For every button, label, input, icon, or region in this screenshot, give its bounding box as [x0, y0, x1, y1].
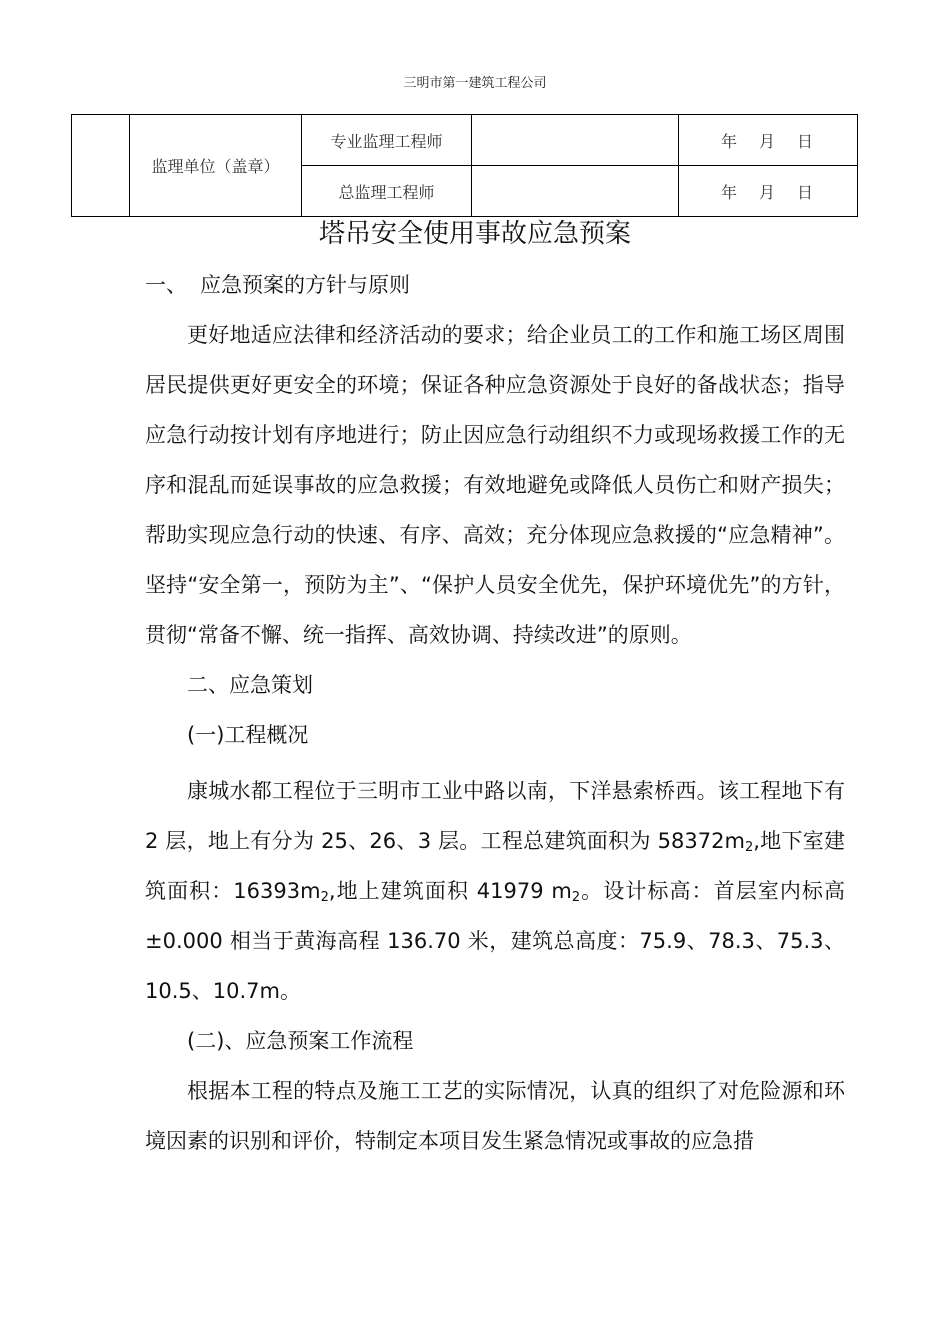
month-label: 月 [758, 131, 777, 151]
date-cell [679, 166, 858, 217]
day-label: 日 [797, 131, 816, 151]
role-label: 总监理工程师 [302, 166, 472, 217]
paragraph-principles: 更好地适应法律和经济活动的要求；给企业员工的工作和施工场区周围居民提供更好更安全的环境；保证各种应急资源处于良好的备战状态；指导应急行动按计划有序地进行；防止因应急行动组织不力或现场救援工作的无序和混乱而延误事故的应急救援；有效地避免或降低人员伤亡和财产损失；帮助实现应急行动的快速、有序、高效；充分体现应急救援的“应急精神”。坚持“安全第一，预防为主”、“保护人员安全优先，保护环境优先”的方针，贯彻“常备不懈、统一指挥、高效协调、持续改进”的原则。 [145, 323, 845, 647]
signature-cell [472, 166, 679, 217]
document-body [145, 310, 845, 1166]
section-heading-1 [145, 262, 410, 308]
overview-text-a: 康城水都工程位于三明市工业中路以南，下洋悬索桥西。该工程地下有 2 层，地上有分为 25、26、3 层。工程总建筑面积为 58372m [145, 779, 845, 853]
supervision-sign-table [71, 114, 858, 217]
subscript-2: 2 [320, 890, 329, 905]
page-header-company: 三明市第一建筑工程公司 [403, 76, 547, 91]
table-row [72, 115, 858, 166]
year-label: 年 [720, 182, 739, 202]
subsection-heading-overview: (一)工程概况 [187, 723, 309, 747]
year-label: 年 [720, 131, 739, 151]
subsection-heading-workflow: (二)、应急预案工作流程 [187, 1029, 414, 1053]
supervision-unit-label: 监理单位（盖章） [130, 115, 302, 217]
signature-cell [472, 115, 679, 166]
paragraph-project-overview [145, 766, 845, 1016]
date-cell [679, 115, 858, 166]
month-label: 月 [758, 182, 777, 202]
blank-cell [72, 115, 130, 217]
day-label: 日 [797, 182, 816, 202]
section-number: 一、 [145, 273, 187, 297]
paragraph-workflow: 根据本工程的特点及施工工艺的实际情况，认真的组织了对危险源和环境因素的识别和评价，特制定本项目发生紧急情况或事故的应急措 [145, 1079, 845, 1153]
overview-text-c: ,地上建筑面积 41979 m [328, 879, 572, 903]
overview-text-b: ,地下室建筑面积：16393m [145, 829, 845, 903]
role-label: 专业监理工程师 [302, 115, 472, 166]
section-title: 应急预案的方针与原则 [200, 273, 410, 297]
subscript-2: 2 [744, 840, 754, 855]
overview-text-d: 。设计标高：首层室内标高±0.000 相当于黄海高程 136.70 米，建筑总高度：75.9、78.3、75.3、10.5、10.7m。 [145, 879, 845, 1003]
section-heading-2: 二、应急策划 [187, 673, 313, 697]
subscript-2: 2 [571, 890, 581, 905]
document-title: 塔吊安全使用事故应急预案 [318, 219, 631, 249]
